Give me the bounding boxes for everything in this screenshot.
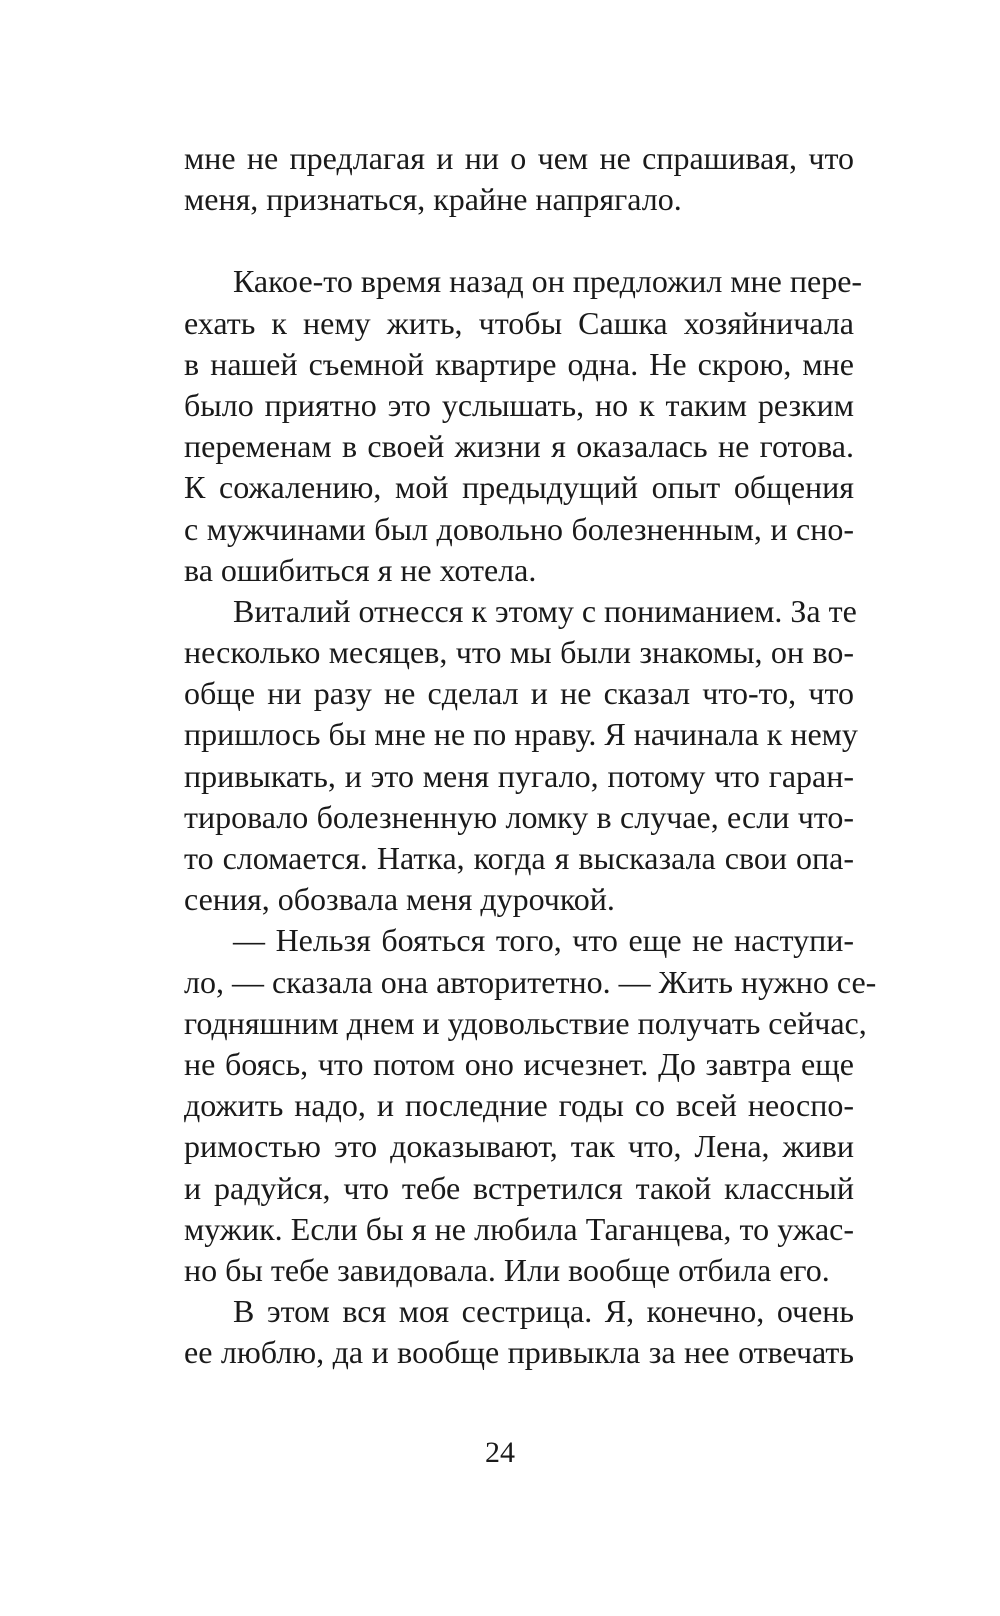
paragraph-spacer	[184, 220, 854, 261]
text-line: К сожалению, мой предыдущий опыт общения	[184, 469, 854, 506]
text-line: пришлось бы мне не по нраву. Я начинала к нему	[184, 716, 858, 753]
page-number: 24	[485, 1436, 515, 1469]
text-line: меня, признаться, крайне напрягало.	[184, 181, 682, 218]
text-line: Виталий отнесся к этому с пониманием. За те	[233, 592, 857, 629]
text-line: римостью это доказывают, так что, Лена, живи	[184, 1128, 854, 1165]
paragraph-3	[184, 591, 858, 921]
text-line: ва ошибиться я не хотела.	[184, 551, 537, 588]
text-line: годняшним днем и удовольствие получать сейчас,	[184, 1004, 867, 1041]
text-line: дожить надо, и последние годы со всей неоспо-	[184, 1087, 854, 1124]
text-line: и радуйся, что тебе встретился такой классный	[184, 1169, 854, 1206]
text-line: ехать к нему жить, чтобы Сашка хозяйничала	[184, 304, 854, 341]
text-line: мужик. Если бы я не любила Таганцева, то ужас-	[184, 1210, 854, 1247]
paragraph-4	[184, 920, 877, 1291]
text-line: Какое-то время назад он предложил мне пере-	[233, 263, 863, 300]
text-line: было приятно это услышать, но к таким резким	[184, 386, 854, 423]
text-line: В этом вся моя сестрица. Я, конечно, очень	[233, 1293, 854, 1330]
paragraph-5	[184, 1291, 854, 1373]
text-line: не боясь, что потом оно исчезнет. До завтра еще	[184, 1045, 854, 1082]
text-line: переменам в своей жизни я оказалась не готова.	[184, 428, 854, 465]
text-line: обще ни разу не сделал и не сказал что-то, что	[184, 675, 854, 712]
text-line: в нашей съемной квартире одна. Не скрою, мне	[184, 345, 854, 382]
text-line: мне не предлагая и ни о чем не спрашивая, что	[184, 140, 854, 176]
paragraph-1	[184, 138, 854, 220]
text-line: привыкать, и это меня пугало, потому что гаран-	[184, 757, 854, 794]
body-text	[184, 138, 877, 1373]
text-line: тировало болезненную ломку в случае, если что-	[184, 798, 854, 835]
text-line: несколько месяцев, что мы были знакомы, он во-	[184, 634, 854, 671]
text-line: сения, обозвала меня дурочкой.	[184, 881, 615, 918]
paragraph-2	[184, 261, 863, 591]
text-line: ло, — сказала она авторитетно. — Жить нужно се-	[184, 963, 877, 1000]
text-line: с мужчинами был довольно болезненным, и сно-	[184, 510, 854, 547]
text-line: — Нельзя бояться того, что еще не наступи-	[233, 922, 854, 959]
text-line: ее люблю, да и вообще привыкла за нее отвечать	[184, 1334, 854, 1371]
text-line: то сломается. Натка, когда я высказала свои опа-	[184, 840, 854, 876]
text-line: но бы тебе завидовала. Или вообще отбила его.	[184, 1251, 830, 1288]
